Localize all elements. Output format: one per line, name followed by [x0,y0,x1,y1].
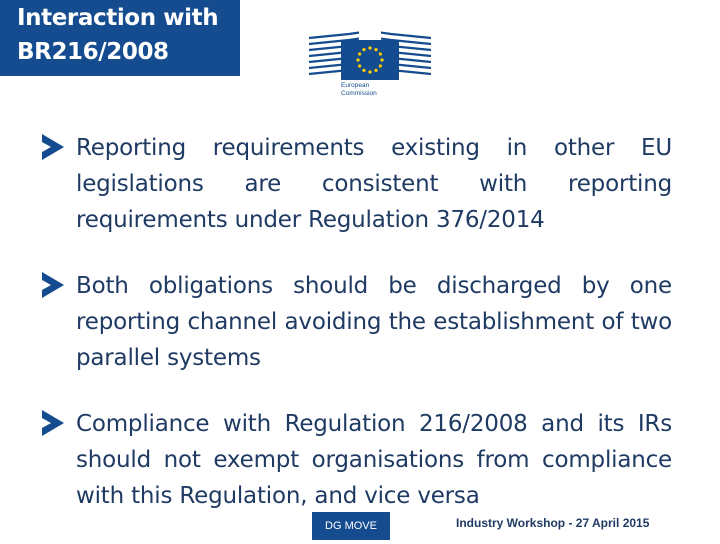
bullet-item-3 [40,406,672,514]
footer-dg-move: DG MOVE [312,512,390,540]
arrow-bullet-icon [40,270,66,300]
bullet-item-2 [40,268,672,376]
footer-event: Industry Workshop - 27 April 2015 [456,516,650,530]
title-line-1: Interaction with [17,5,219,31]
arrow-bullet-icon [40,132,66,162]
bullet-item-1 [40,130,672,238]
bullet-text-2: Both obligations should be discharged by one reporting channel avoiding the establishment of two parallel systems [76,273,672,371]
header-bar [0,0,720,95]
bullet-list [40,130,672,544]
logo-line-1: European [341,82,370,89]
arrow-bullet-icon [40,408,66,438]
logo-line-2: Commission [341,90,377,97]
bullet-text-1: Reporting requirements existing in other EU legislations are consistent with reporting requirements under Regulation 376/2014 [76,135,672,233]
european-commission-logo [303,12,437,102]
title-line-2: BR216/2008 [17,39,169,65]
page-title [17,1,218,69]
title-box [0,0,240,76]
bullet-text-3: Compliance with Regulation 216/2008 and its IRs should not exempt organisations from compliance with this Regulation, and vice versa [76,411,672,509]
